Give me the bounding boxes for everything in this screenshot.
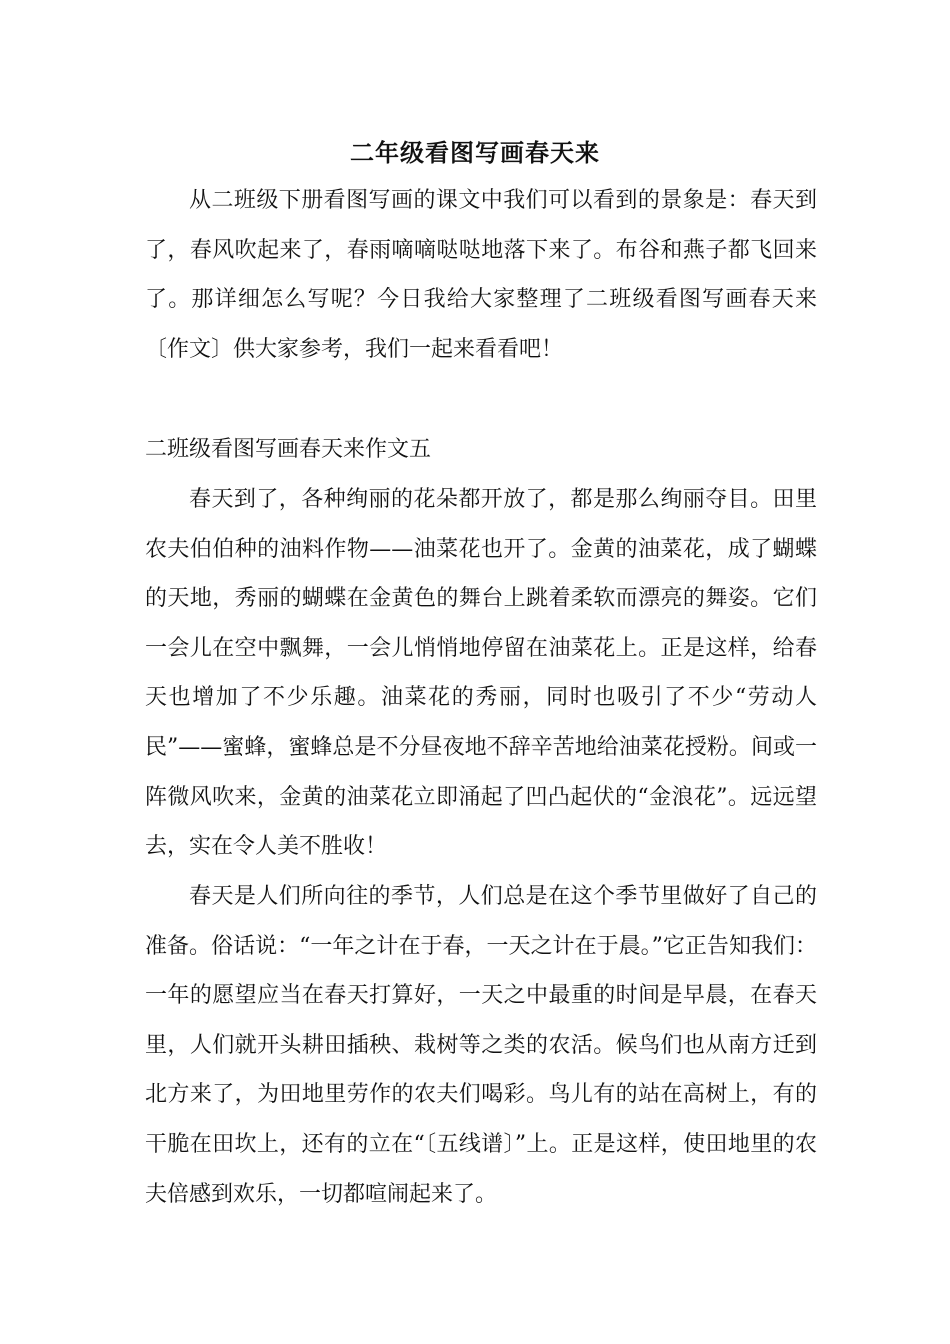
intro-paragraph: 从二班级下册看图写画的课文中我们可以看到的景象是：春天到了，春风吹起来了，春雨嘀嘀哒哒地落下来了。布谷和燕子都飞回来了。那详细怎么写呢？今日我给大家整理了二班级看图写画春天来〔作文〕供大家参考，我们一起来看看吧！ (145, 188, 817, 362)
document-title: 二年级看图写画春天来 (350, 138, 600, 167)
section-heading: 二班级看图写画春天来作文五 (145, 437, 432, 462)
body-paragraph-1: 春天到了，各种绚丽的花朵都开放了，都是那么绚丽夺目。田里农夫伯伯种的油料作物——油菜花也开了。金黄的油菜花，成了蝴蝶的天地，秀丽的蝴蝶在金黄色的舞台上跳着柔软而漂亮的舞姿。它们一会儿在空中飘舞，一会儿悄悄地停留在油菜花上。正是这样，给春天也增加了不少乐趣。油菜花的秀丽，同时也吸引了不少“劳动人民”——蜜蜂，蜜蜂总是不分昼夜地不辞辛苦地给油菜花授粉。间或一阵微风吹来，金黄的油菜花立即涌起了凹凸起伏的“金浪花”。远远望去，实在令人美不胜收！ (145, 487, 817, 860)
body-paragraph-2: 春天是人们所向往的季节，人们总是在这个季节里做好了自己的准备。俗话说：“一年之计在于春，一天之计在于晨。”它正告知我们：一年的愿望应当在春天打算好，一天之中最重的时间是早晨，在春天里，人们就开头耕田插秧、栽树等之类的农活。候鸟们也从南方迁到北方来了，为田地里劳作的农夫们喝彩。鸟儿有的站在高树上，有的干脆在田坎上，还有的立在“〔五线谱〕”上。正是这样，使田地里的农夫倍感到欢乐，一切都喧闹起来了。 (145, 884, 817, 1207)
